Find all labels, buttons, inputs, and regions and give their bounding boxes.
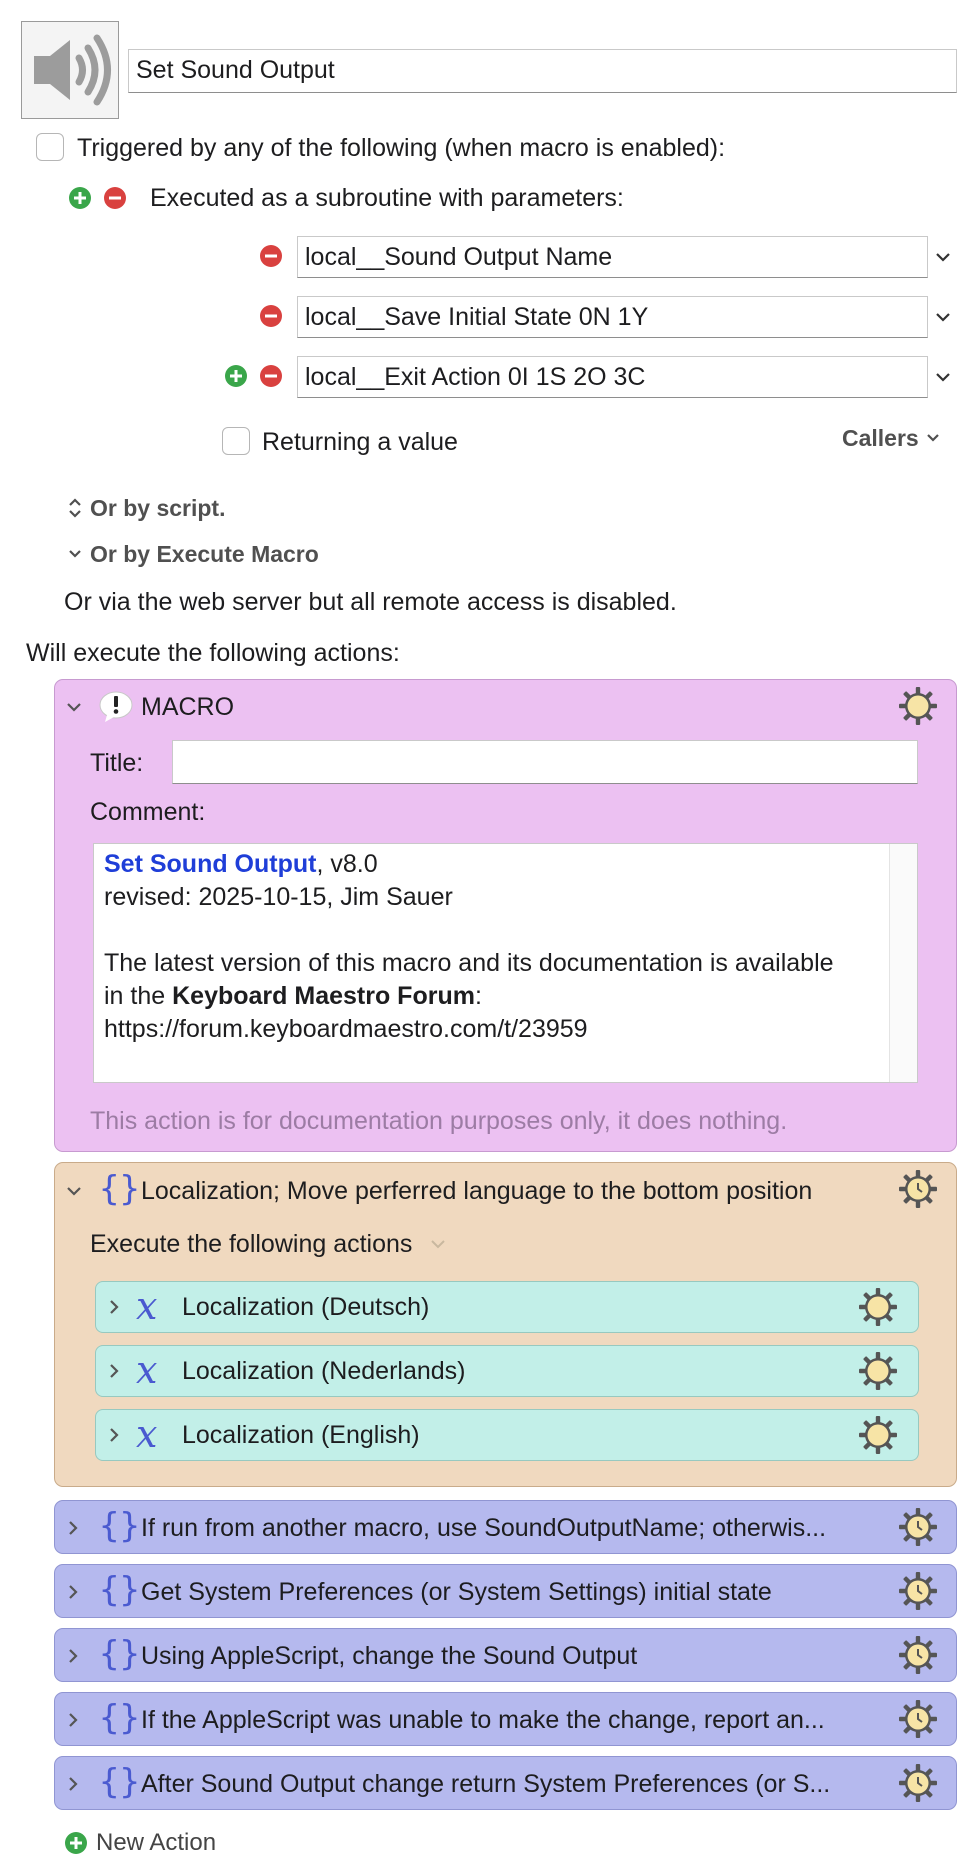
- gear-icon[interactable]: [898, 1507, 938, 1547]
- chevron-right-icon[interactable]: [67, 1648, 79, 1664]
- comment-bubble-icon: [99, 691, 133, 723]
- variable-x-icon: 𝑥: [136, 1412, 158, 1456]
- chevron-down-icon: [68, 549, 82, 559]
- chevron-right-icon[interactable]: [67, 1776, 79, 1792]
- group-action-2[interactable]: [54, 1564, 957, 1618]
- trigger-checkbox[interactable]: [36, 133, 64, 161]
- comment-action-header: MACRO: [141, 693, 235, 721]
- gear-icon[interactable]: [898, 1169, 938, 1209]
- chevron-right-icon[interactable]: [67, 1712, 79, 1728]
- callers-menu[interactable]: [842, 423, 940, 453]
- macro-icon-well[interactable]: [21, 21, 119, 119]
- group-braces-icon: {}: [99, 1698, 140, 1738]
- callers-label: Callers: [842, 424, 919, 451]
- or-by-script-label: Or by script.: [90, 494, 226, 521]
- execute-following-label: Execute the following actions: [90, 1230, 413, 1258]
- web-server-note: Or via the web server but all remote access is disabled.: [64, 588, 677, 616]
- variable-action-nederlands[interactable]: [95, 1345, 919, 1397]
- chevron-right-icon[interactable]: [67, 1520, 79, 1536]
- colon-text: :: [474, 982, 482, 1010]
- chevron-right-icon[interactable]: [108, 1427, 120, 1443]
- remove-param-icon[interactable]: [260, 305, 282, 327]
- subroutine-label: Executed as a subroutine with parameters:: [150, 184, 624, 212]
- returning-value-checkbox[interactable]: [222, 427, 250, 455]
- group-action-title: Using AppleScript, change the Sound Output: [141, 1642, 638, 1670]
- variable-action-title: Localization (Nederlands): [182, 1357, 466, 1385]
- variable-action-deutsch[interactable]: [95, 1281, 919, 1333]
- chevron-down-icon[interactable]: [935, 251, 951, 263]
- chevron-right-icon[interactable]: [67, 1584, 79, 1600]
- chevron-down-icon[interactable]: [935, 311, 951, 323]
- remove-trigger-icon[interactable]: [104, 187, 126, 209]
- chevron-down-icon: [926, 433, 940, 443]
- title-field[interactable]: [172, 740, 918, 784]
- group-braces-icon: {}: [99, 1169, 140, 1209]
- forum-url[interactable]: https://forum.keyboardmaestro.com/t/23959: [104, 1015, 588, 1043]
- chevron-down-icon[interactable]: [66, 1185, 82, 1197]
- group-action-4[interactable]: [54, 1692, 957, 1746]
- or-by-script-toggle[interactable]: [68, 493, 225, 523]
- gear-icon[interactable]: [858, 1415, 898, 1455]
- chevron-down-icon: [430, 1238, 446, 1250]
- chevron-down-icon[interactable]: [66, 701, 82, 713]
- group-braces-icon: {}: [99, 1634, 140, 1674]
- localization-group-title: Localization; Move perferred language to the bottom position: [141, 1177, 813, 1205]
- group-action-5[interactable]: [54, 1756, 957, 1810]
- add-trigger-icon[interactable]: [69, 187, 91, 209]
- gear-icon[interactable]: [898, 1571, 938, 1611]
- variable-action-title: Localization (Deutsch): [182, 1293, 430, 1321]
- comment-text: [104, 848, 834, 1046]
- or-by-execute-macro-toggle[interactable]: [68, 539, 319, 569]
- group-action-3[interactable]: [54, 1628, 957, 1682]
- revised-line: revised: 2025-10-15, Jim Sauer: [104, 883, 453, 911]
- returning-value-label: Returning a value: [262, 428, 458, 456]
- add-param-icon[interactable]: [225, 365, 247, 387]
- group-action-title: Get System Preferences (or System Settings) initial state: [141, 1578, 772, 1606]
- gear-icon[interactable]: [858, 1351, 898, 1391]
- forum-name: Keyboard Maestro Forum: [172, 982, 475, 1010]
- gear-icon[interactable]: [898, 1635, 938, 1675]
- param-field-2[interactable]: local__Save Initial State 0N 1Y: [297, 296, 928, 338]
- remove-param-icon[interactable]: [260, 365, 282, 387]
- group-braces-icon: {}: [99, 1570, 140, 1610]
- gear-icon[interactable]: [898, 1763, 938, 1803]
- title-label: Title:: [90, 749, 144, 777]
- param-field-3[interactable]: local__Exit Action 0I 1S 2O 3C: [297, 356, 928, 398]
- chevron-down-icon[interactable]: [935, 371, 951, 383]
- group-braces-icon: {}: [99, 1762, 140, 1802]
- new-action-button[interactable]: [65, 1828, 216, 1858]
- new-action-label: New Action: [96, 1829, 217, 1856]
- will-execute-label: Will execute the following actions:: [26, 639, 400, 667]
- comment-action[interactable]: [54, 679, 957, 1152]
- version-text: , v8.0: [316, 850, 378, 878]
- gear-icon[interactable]: [898, 1699, 938, 1739]
- gear-icon[interactable]: [858, 1287, 898, 1327]
- add-icon: [65, 1832, 87, 1854]
- execute-following-selector[interactable]: [90, 1229, 446, 1259]
- speaker-icon: [22, 22, 118, 118]
- group-action-title: After Sound Output change return System Preferences (or S...: [141, 1770, 831, 1798]
- chevron-right-icon[interactable]: [108, 1299, 120, 1315]
- comment-scrollbar[interactable]: [889, 844, 917, 1082]
- group-action-1[interactable]: [54, 1500, 957, 1554]
- in-the-text: in the: [104, 982, 173, 1010]
- localization-group[interactable]: [54, 1162, 957, 1487]
- group-action-title: If run from another macro, use SoundOutputName; otherwis...: [141, 1514, 827, 1542]
- comment-label: Comment:: [90, 798, 206, 826]
- param-field-1[interactable]: local__Sound Output Name: [297, 236, 928, 278]
- variable-x-icon: 𝑥: [136, 1284, 158, 1328]
- up-down-chevron-icon: [68, 496, 82, 520]
- comment-text-area[interactable]: [93, 843, 918, 1083]
- macro-name-field[interactable]: Set Sound Output: [128, 49, 957, 93]
- variable-x-icon: 𝑥: [136, 1348, 158, 1392]
- variable-action-english[interactable]: [95, 1409, 919, 1461]
- group-action-title: If the AppleScript was unable to make the change, report an...: [141, 1706, 825, 1734]
- latest-line: The latest version of this macro and its documentation is available: [104, 949, 834, 977]
- remove-param-icon[interactable]: [260, 245, 282, 267]
- group-braces-icon: {}: [99, 1506, 140, 1546]
- variable-action-title: Localization (English): [182, 1421, 420, 1449]
- macro-link[interactable]: Set Sound Output: [104, 850, 317, 878]
- trigger-label: Triggered by any of the following (when macro is enabled):: [77, 134, 726, 162]
- comment-footer: This action is for documentation purposes only, it does nothing.: [90, 1107, 788, 1135]
- chevron-right-icon[interactable]: [108, 1363, 120, 1379]
- or-by-execute-macro-label: Or by Execute Macro: [90, 540, 319, 567]
- gear-icon[interactable]: [898, 686, 938, 726]
